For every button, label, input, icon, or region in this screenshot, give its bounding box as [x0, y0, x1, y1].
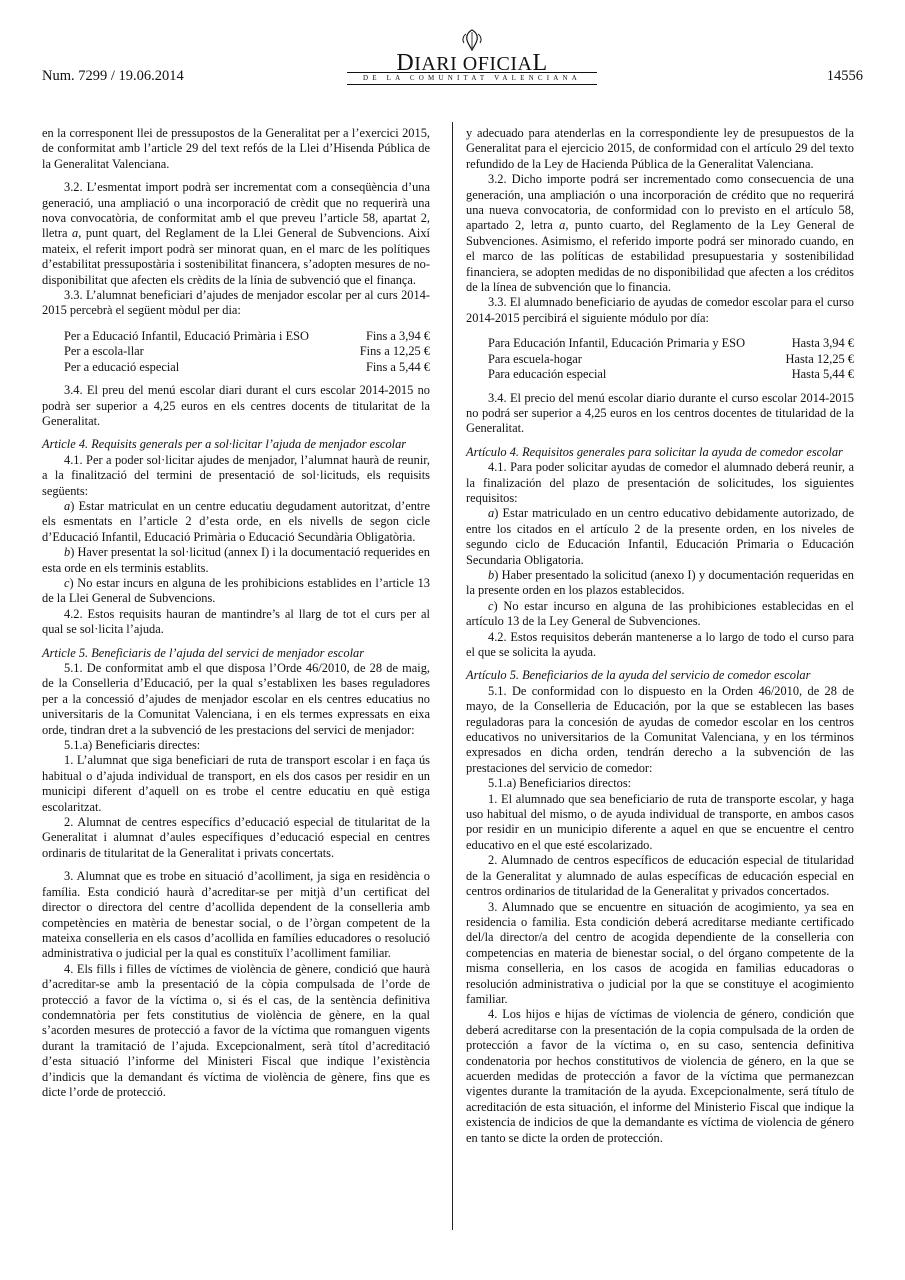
paragraph: c) No estar incurs en alguna de les prohibicions establides en l’article 13 de la Llei General de Subvencions.: [42, 575, 430, 606]
issue-number: Num. 7299 / 19.06.2014: [42, 68, 184, 84]
paragraph: 4.2. Estos requisitos deberán mantenerse a lo largo de todo el curso para el que se solicita la ayuda.: [466, 629, 854, 659]
logo-subtitle: DE LA COMUNITAT VALENCIANA: [362, 74, 582, 82]
paragraph: 4.1. Para poder solicitar ayudas de comedor el alumnado deberá reunir, a la finalización del plazo de presentación de solicitudes, los siguientes requisitos:: [466, 460, 854, 505]
article-heading: Artículo 5. Beneficiarios de la ayuda del servicio de comedor escolar: [466, 668, 811, 683]
paragraph: c) No estar incurso en alguna de las prohibiciones establecidas en el artículo 13 de la Ley General de Subvenciones.: [466, 598, 854, 629]
paragraph: 5.1. De conformitat amb el que disposa l’Orde 46/2010, de 28 de maig, de la Conselleria d’Educació, per la qual s’establixen les bases reguladores per a la concessió d’ajudes de menjador escolar en els centres educatius no universitaris de la Comunitat Valenciana, i en els termes expressats en eixa orde, tindran dret a la subvenció de les prestacions del servici de menjador:: [42, 661, 430, 737]
logo-title: DIARI OFICIAL: [396, 50, 548, 76]
paragraph: a) Estar matriculado en un centro educativo debidamente autorizado, de entre los citados en el artículo 2 de la presente orden, en los niveles de segundo ciclo de Educación Infantil, Educación Primaria o Educación Secundaria Obligatoria.: [466, 506, 854, 567]
paragraph: 3.2. L’esmentat import podrà ser incrementat com a conseqüència d’una generació, una ampliació o una incorporació de crèdit que no requerirà una nova convocatòria, de conformitat amb el que preveu l’article 58, apartat 2, lletra a, punt quart, del Reglament de la Llei General de Subvencions. Així mateix, el referit import podrà ser minorat quan, en el marc de les polítiques d’estabilitat pressupostària i sostenibilitat financera, s’adopten mesures de no-disponibilitat que afecten els crèdits de la línia de subvenció que el finança.: [42, 180, 430, 287]
paragraph: 3.4. El precio del menú escolar diario durante el curso escolar 2014-2015 no podrá ser superior a 4,25 euros en los centros docentes de titularidad de la Generalitat.: [466, 390, 854, 436]
crest-icon: [458, 28, 486, 52]
paragraph: 5.1.a) Beneficiaris directes:: [64, 738, 201, 753]
logo-rule: [347, 72, 597, 73]
paragraph: 2. Alumnat de centres específics d’educació especial de titularitat de la Generalitat i alumnat d’aules específiques d’educació especial en centres ordinaris de titularitat de la Generalitat i privats concertats.: [42, 815, 430, 860]
paragraph: 3.3. El alumnado beneficiario de ayudas de comedor escolar para el curso 2014-2015 percibirá el siguiente módulo por día:: [466, 295, 854, 325]
paragraph: 2. Alumnado de centros específicos de educación especial de titularidad de la Generalitat y alumnado de aulas específicas de educación especial en centros ordinarios de titularidad de la Generalitat y privados concertados.: [466, 853, 854, 899]
table-row: Para Educación Infantil, Educación Primaria y ESO Hasta 3,94 €: [488, 336, 854, 351]
article-heading: Article 5. Beneficiaris de l’ajuda del servici de menjador escolar: [42, 645, 365, 660]
column-divider: [452, 122, 453, 1230]
paragraph: 4.2. Estos requisits hauran de mantindre’s al llarg de tot el curs per al qual se sol·licita l’ajuda.: [42, 606, 430, 637]
paragraph: 3.3. L’alumnat beneficiari d’ajudes de menjador escolar per al curs 2014-2015 percebrà el següent mòdul per dia:: [42, 288, 430, 318]
paragraph: 3.2. Dicho importe podrá ser incrementado como consecuencia de una generación, una ampliación o una incorporación de crédito que no requerirá una nueva convocatoria, de conformidad con lo previsto en el artículo 58, apartado 2, letra a, punto cuarto, del Reglamento de la Ley General de Subvenciones. Asimismo, el referido importe podrá ser minorado cuando, en el marco de las políticas de estabilidad presupuestaria y sostenibilidad financiera, se adopten medidas de no disponibilidad que afecten a los créditos de la línea de subvención que lo financia.: [466, 172, 855, 295]
paragraph: a) Estar matriculat en un centre educatiu degudament autoritzat, d’entre els esmentats en l’article 2 d’esta orde, en els nivells de segon cicle d’Educació Infantil, Educació Primària o Educació Secundària Obligatòria.: [42, 498, 430, 544]
paragraph: 1. El alumnado que sea beneficiario de ruta de transporte escolar, y haga uso habitual del mismo, o de ayuda individual de transporte, en ambos casos por residir en un municipio diferente a aquel en que se encuentre el centro educativo en el que esté escolarizado.: [466, 791, 854, 852]
module-table: [42, 329, 430, 375]
paragraph: 4.1. Per a poder sol·licitar ajudes de menjador, l’alumnat haurà de reunir, a la finalització del termini de presentació de sol·licituds, els requisits següents:: [42, 452, 430, 498]
paragraph: 1. L’alumnat que siga beneficiari de ruta de transport escolar i en faça ús habitual o d’ajuda individual de transport, en els dos casos per residir en un municipi diferent d’aquell on es trobe el centre educatiu en què estiga escolaritzat.: [42, 753, 430, 814]
article-heading: Artículo 4. Requisitos generales para solicitar la ayuda de comedor escolar: [466, 444, 843, 459]
column-spanish: [466, 126, 854, 1146]
table-row: Per a escola-llar Fins a 12,25 €: [64, 344, 430, 359]
page-header: [42, 28, 863, 88]
module-table: [466, 336, 854, 382]
page-number: 14556: [826, 68, 863, 84]
paragraph: 3. Alumnat que es trobe en situació d’acolliment, ja siga en residència o família. Esta condició haurà d’acreditar-se per mitjà d’un certificat del director o directora del centre d’acollida dependent de la conselleria amb competències en matèria de benestar social, o de l’òrgan competent de la mateixa conselleria en els casos d’acollida en famílies educadores o resolució administrativa o judicial per la qual es constituïx l’acolliment familiar.: [42, 869, 430, 961]
paragraph: 4. Els fills i filles de víctimes de violència de gènere, condició que haurà d’acreditar-se amb la presentació de la còpia compulsada de l’orde de protecció a favor de la víctima o, si és el cas, de la sentència definitiva condemnatòria per fets constitutius de violència de gènere, en la qual s’acorden mesures de protecció a favor de la víctima que romanguen vigents durant la tramitació de l’ajuda. Excepcionalment, serà títol d’acreditació d’esta situació l’informe del Ministeri Fiscal que indique l’existència d’indicis que la demandant és víctima de violència de gènere, fins que es dicte l’orde de protecció.: [42, 961, 430, 1099]
paragraph: b) Haber presentado la solicitud (anexo I) y documentación requeridas en la presente orden en los plazos establecidos.: [466, 567, 854, 598]
table-row: Para escuela-hogar Hasta 12,25 €: [488, 351, 854, 366]
article-heading: Article 4. Requisits generals per a sol·licitar l’ajuda de menjador escolar: [42, 437, 407, 452]
paragraph: y adecuado para atenderlas en la correspondiente ley de presupuestos de la Generalitat para el ejercicio 2015, de conformidad con el artículo 29 del texto refundido de la Ley de Hacienda Pública de la Generalitat Valenciana.: [466, 126, 854, 171]
paragraph: 5.1. De conformidad con lo dispuesto en la Orden 46/2010, de 28 de mayo, de la Conselleria de Educación, por la que se establecen las bases reguladoras para la concesión de ayudas de comedor escolar en los centros educativos no universitarios de la Comunitat Valenciana, y en los términos expresados en dicha orden, tendrán derecho a la subvención de las prestaciones del servicio de comedor:: [466, 683, 854, 775]
table-row: Para educación especial Hasta 5,44 €: [488, 367, 854, 382]
paragraph: 3.4. El preu del menú escolar diari durant el curs escolar 2014-2015 no podrà ser superior a 4,25 euros en els centres docents de titularitat de la Generalitat.: [42, 383, 430, 428]
paragraph: 4. Los hijos e hijas de víctimas de violencia de género, condición que deberá acreditarse con la presentación de la copia compulsada de la orden de protección a favor de la víctima o, en su caso, sentencia definitiva condenatoria por hechos constitutivos de violencia de género, en la que se acuerden medidas de protección a favor de la víctima que permanezcan vigentes durante la tramitación de la ayuda. Excepcionalmente, será título de acreditación de esta situación, el informe del Ministerio Fiscal que indique la existencia de indicios de que la demandante es víctima de violencia de género en tanto se dicte la orden de protección.: [466, 1007, 854, 1145]
paragraph: b) Haver presentat la sol·licitud (annex I) i la documentació requerides en esta orde en els terminis establits.: [42, 545, 430, 575]
paragraph: en la corresponent llei de pressupostos de la Generalitat per a l’exercici 2015, de conformitat amb l’article 29 del text refós de la Llei d’Hisenda Pública de la Generalitat Valenciana.: [42, 126, 430, 171]
table-row: Per a Educació Infantil, Educació Primària i ESO Fins a 3,94 €: [64, 328, 430, 343]
paragraph: 5.1.a) Beneficiarios directos:: [488, 776, 632, 791]
paragraph: 3. Alumnado que se encuentre en situación de acogimiento, ya sea en residencia o familia. Esta condición deberá acreditarse mediante certificado del/la director/a del centro de acogida dependiente de la conselleria con competencias en materia de bienestar social, o del órgano competente de la misma conselleria, en los casos de acogida en familias educadoras o resolución administrativa o judicial por la que se constituye el acogimiento familiar.: [466, 899, 854, 1006]
column-valencian: [42, 126, 430, 1100]
logo-rule: [347, 84, 597, 85]
table-row: Per a educació especial Fins a 5,44 €: [64, 359, 430, 374]
